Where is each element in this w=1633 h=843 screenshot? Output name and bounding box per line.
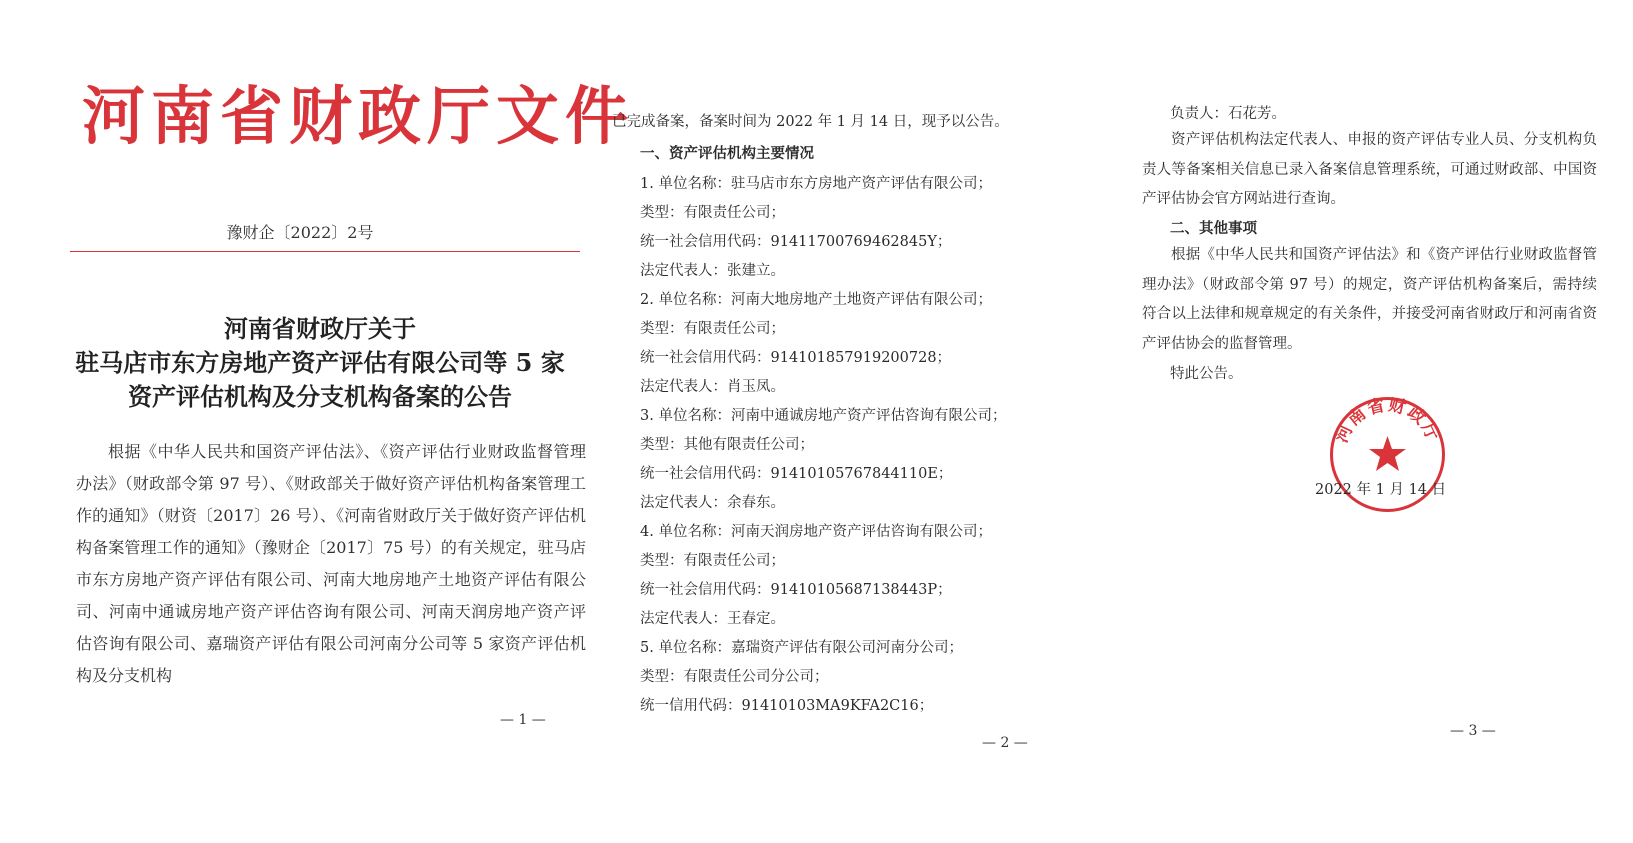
page-3 bbox=[1120, 0, 1633, 843]
red-header: 河南省财政厅文件 bbox=[82, 79, 634, 153]
responsible-person: 负责人：石花芳。 bbox=[1170, 106, 1286, 122]
svg-text:河南省财政厅: 河南省财政厅 bbox=[1331, 395, 1444, 446]
list-item: 法定代表人：肖玉凤。 bbox=[640, 379, 785, 395]
page3-para-2: 根据《中华人民共和国资产评估法》和《资产评估行业财政监督管理办法》（财政部令第 97 号）的规定，资产评估机构备案后，需持续符合以上法律和规章规定的有关条件，并接受河南省财政厅和河南省资产评估协会的监督管理。 bbox=[1142, 247, 1597, 352]
page-number-2: — 2 — bbox=[982, 735, 1028, 751]
closing-text: 特此公告。 bbox=[1170, 366, 1243, 382]
notice-title bbox=[40, 312, 600, 414]
doc-number: 豫财企〔2022〕2号 bbox=[226, 223, 374, 242]
list-item: 4. 单位名称：河南天润房地产资产评估咨询有限公司； bbox=[640, 524, 992, 540]
page3-para-1: 资产评估机构法定代表人、申报的资产评估专业人员、分支机构负责人等备案相关信息已录入备案信息管理系统，可通过财政部、中国资产评估协会官方网站进行查询。 bbox=[1142, 132, 1597, 207]
list-item: 类型：有限责任公司； bbox=[640, 553, 785, 569]
page-number-3: — 3 — bbox=[1450, 723, 1496, 739]
list-item: 类型：其他有限责任公司； bbox=[640, 437, 814, 453]
list-item: 法定代表人：余春东。 bbox=[640, 495, 785, 511]
list-item: 类型：有限责任公司分公司； bbox=[640, 669, 829, 685]
institution-list bbox=[640, 170, 1110, 721]
page-number-1: — 1 — bbox=[500, 712, 546, 728]
title-line-2: 驻马店市东方房地产资产评估有限公司等 5 家 bbox=[75, 348, 565, 377]
page1-body: 根据《中华人民共和国资产评估法》、《资产评估行业财政监督管理办法》（财政部令第 97 号）、《财政部关于做好资产评估机构备案管理工作的通知》（财资〔2017〕26 号）、《河南省财政厅关于做好资产评估机构备案管理工作的通知》（豫财企〔2017〕75 号）的有关规定，驻马店市东方房地产资产评估有限公司、河南大地房地产土地资产评估有限公司、河南中通诚房地产资产评估咨询有限公司、河南天润房地产资产评估咨询有限公司、嘉瑞资产评估有限公司河南分公司等 5 家资产评估机构及分支机构 bbox=[76, 442, 586, 685]
issue-date: 2022 年 1 月 14 日 bbox=[1315, 482, 1447, 498]
list-item: 1. 单位名称：驻马店市东方房地产资产评估有限公司； bbox=[640, 176, 992, 192]
list-item: 3. 单位名称：河南中通诚房地产资产评估咨询有限公司； bbox=[640, 408, 1007, 424]
list-item: 统一社会信用代码：91410105687138443P； bbox=[640, 582, 952, 598]
title-line-3: 资产评估机构及分支机构备案的公告 bbox=[128, 382, 512, 411]
list-item: 类型：有限责任公司； bbox=[640, 321, 785, 337]
page2-top-line: 已完成备案，备案时间为 2022 年 1 月 14 日，现予以公告。 bbox=[612, 114, 1009, 130]
section-2-heading: 二、其他事项 bbox=[1170, 220, 1257, 237]
page-1 bbox=[0, 0, 634, 843]
list-item: 2. 单位名称：河南大地房地产土地资产评估有限公司； bbox=[640, 292, 992, 308]
list-item: 统一信用代码：91410103MA9KFA2C16； bbox=[640, 698, 934, 714]
page-2 bbox=[600, 0, 1120, 843]
list-item: 5. 单位名称：嘉瑞资产评估有限公司河南分公司； bbox=[640, 640, 963, 656]
title-line-1: 河南省财政厅关于 bbox=[224, 314, 416, 343]
list-item: 法定代表人：张建立。 bbox=[640, 263, 785, 279]
section-1-heading: 一、资产评估机构主要情况 bbox=[640, 145, 814, 162]
red-divider bbox=[70, 251, 580, 252]
list-item: 类型：有限责任公司； bbox=[640, 205, 785, 221]
list-item: 统一社会信用代码：914101857919200728； bbox=[640, 350, 952, 366]
list-item: 法定代表人：王春定。 bbox=[640, 611, 785, 627]
list-item: 统一社会信用代码：91410105767844110E； bbox=[640, 466, 953, 482]
list-item: 统一社会信用代码：91411700769462845Y； bbox=[640, 234, 952, 250]
